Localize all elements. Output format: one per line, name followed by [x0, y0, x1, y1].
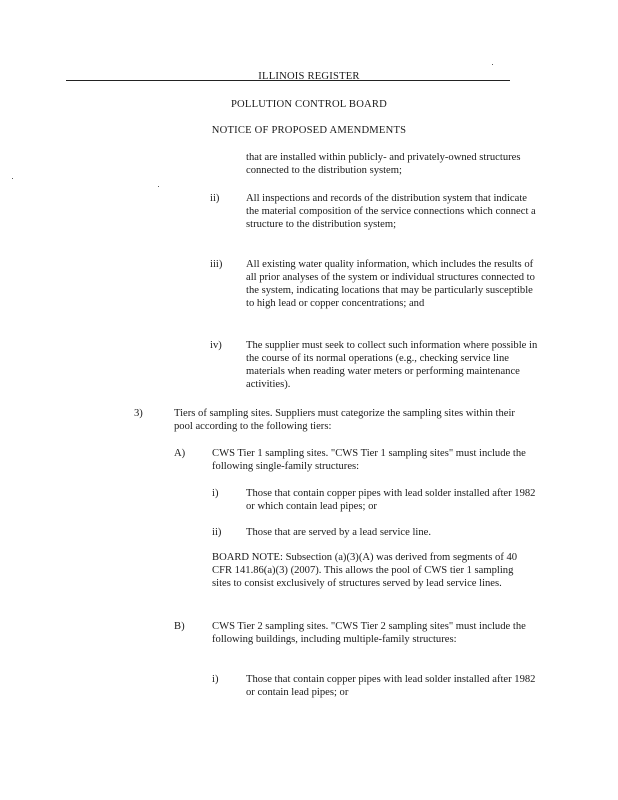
subsection-label: A): [174, 448, 186, 459]
item-label: iv): [210, 340, 222, 351]
item-text: All inspections and records of the distribution system that indicate the material composition of the service connections which connect a structure to the distribution system;: [246, 193, 536, 230]
section-text: Tiers of sampling sites. Suppliers must categorize the sampling sites within their pool according to the following tiers:: [174, 408, 515, 432]
continuation-paragraph: that are installed within publicly- and privately-owned structures connected to the distribution system;: [246, 152, 521, 176]
item-text: The supplier must seek to collect such information where possible in the course of its normal operations (e.g., checking service line materials when reading water meters or performing maintenance activities).: [246, 340, 538, 390]
register-title: ILLINOIS REGISTER: [258, 71, 360, 82]
item-label: ii): [210, 193, 220, 204]
scan-speck: [158, 186, 159, 187]
subsection-text: CWS Tier 2 sampling sites. "CWS Tier 2 sampling sites" must include the following buildings, including multiple-family structures:: [212, 621, 526, 645]
item-text: All existing water quality information, which includes the results of all prior analyses of the system or individual structures connected to the system, indicating locations that may be particularly susceptible to high lead or copper concentrations; and: [246, 259, 535, 309]
scan-speck: [492, 64, 493, 65]
item-label: ii): [212, 527, 222, 538]
subsection-text: CWS Tier 1 sampling sites. "CWS Tier 1 sampling sites" must include the following single-family structures:: [212, 448, 526, 472]
item-label: iii): [210, 259, 223, 270]
subsection-label: B): [174, 621, 185, 632]
item-text: Those that are served by a lead service line.: [246, 527, 432, 538]
scan-speck: [12, 178, 13, 179]
item-text: Those that contain copper pipes with lead solder installed after 1982 or contain lead pipes; or: [246, 674, 536, 698]
item-label: i): [212, 674, 219, 685]
section-label: 3): [134, 408, 143, 419]
header-rule: [66, 80, 510, 81]
item-label: i): [212, 488, 219, 499]
item-text: Those that contain copper pipes with lead solder installed after 1982 or which contain lead pipes; or: [246, 488, 536, 512]
board-title: POLLUTION CONTROL BOARD: [230, 99, 388, 110]
board-note: BOARD NOTE: Subsection (a)(3)(A) was derived from segments of 40 CFR 141.86(a)(3) (2007). This allows the pool of CWS tier 1 sampling sites to consist exclusively of structures served by lead service lines.: [212, 552, 518, 589]
notice-title: NOTICE OF PROPOSED AMENDMENTS: [211, 125, 407, 136]
